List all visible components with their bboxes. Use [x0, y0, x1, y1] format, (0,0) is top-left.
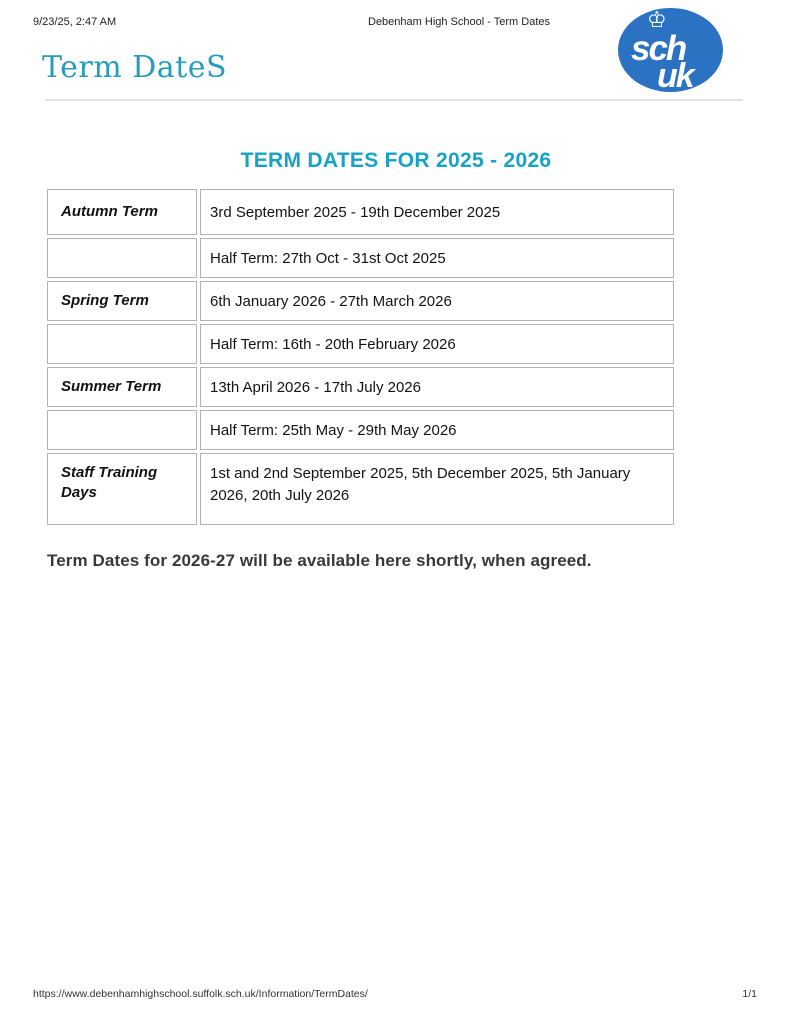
- term-label-cell: [47, 238, 197, 278]
- crown-icon: ♔: [647, 8, 667, 33]
- term-label-cell: [47, 410, 197, 450]
- table-row: [47, 189, 674, 235]
- table-row: [47, 453, 674, 525]
- term-label-cell: Spring Term: [47, 281, 197, 321]
- term-label-cell: Autumn Term: [47, 189, 197, 235]
- logo-text-uk: uk: [657, 57, 693, 95]
- header-divider: [45, 99, 743, 101]
- section-heading: TERM DATES FOR 2025 - 2026: [240, 149, 552, 172]
- term-value-text: 1st and 2nd September 2025, 5th December 2025, 5th January 2026, 20th July 2026: [210, 465, 631, 504]
- term-dates-table: [44, 186, 677, 528]
- school-logo: [618, 8, 723, 95]
- term-value-cell: [200, 453, 674, 525]
- term-value-cell: 13th April 2026 - 17th July 2026: [200, 367, 674, 407]
- table-row: [47, 410, 674, 450]
- footer-url: https://www.debenhamhighschool.suffolk.sch.uk/Information/TermDates/: [33, 988, 368, 1000]
- term-value-cell: Half Term: 27th Oct - 31st Oct 2025: [200, 238, 674, 278]
- footer-page-number: 1/1: [742, 988, 757, 1000]
- term-label-cell: [47, 324, 197, 364]
- term-value-cell: 6th January 2026 - 27th March 2026: [200, 281, 674, 321]
- term-value-cell: 3rd September 2025 - 19th December 2025: [200, 189, 674, 235]
- table-row: [47, 367, 674, 407]
- table-row: [47, 324, 674, 364]
- print-header-datetime: 9/23/25, 2:47 AM: [33, 16, 117, 28]
- print-header-document-title: Debenham High School - Term Dates: [368, 16, 550, 28]
- term-label-cell: Summer Term: [47, 367, 197, 407]
- notice-text: Term Dates for 2026-27 will be available here shortly, when agreed.: [47, 551, 592, 570]
- term-value-cell: Half Term: 16th - 20th February 2026: [200, 324, 674, 364]
- term-label-cell: Staff Training Days: [47, 453, 197, 525]
- table-row: [47, 238, 674, 278]
- table-row: [47, 281, 674, 321]
- page-title: Term DateS: [42, 50, 228, 85]
- term-value-cell: Half Term: 25th May - 29th May 2026: [200, 410, 674, 450]
- logo-text-sch: sch: [631, 29, 686, 68]
